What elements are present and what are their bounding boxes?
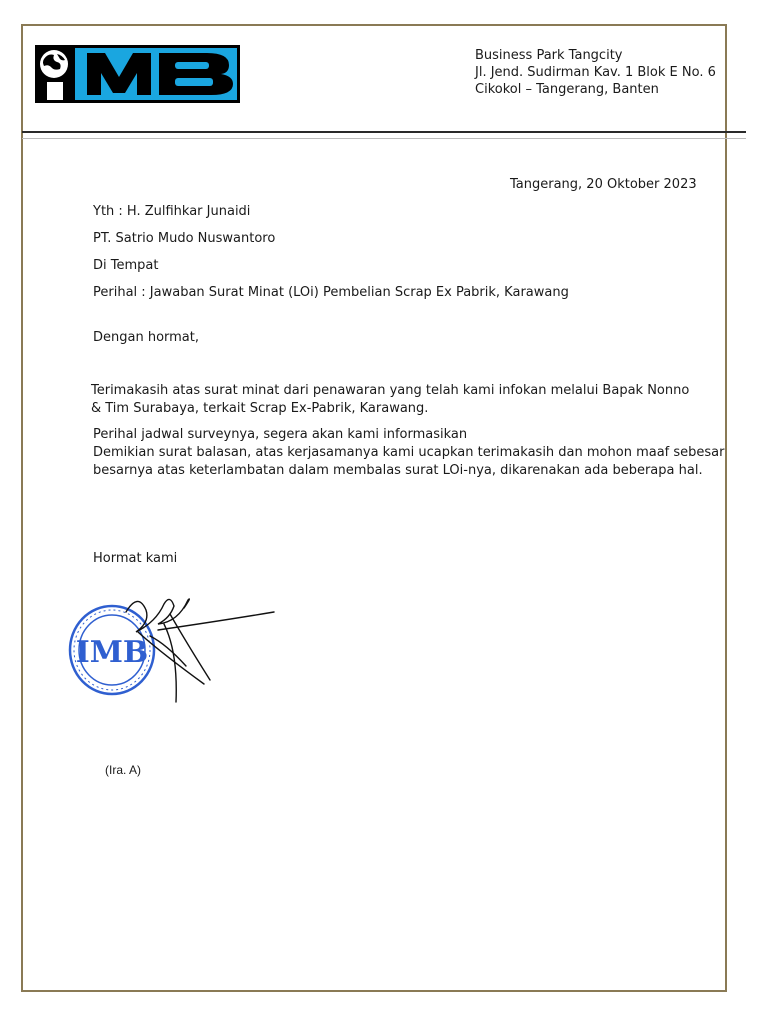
body-paragraph-2	[93, 426, 724, 480]
address-line: Business Park Tangcity	[475, 48, 623, 63]
header-divider	[22, 131, 746, 133]
body-line: Terimakasih atas surat minat dari penawaran yang telah kami infokan melalui Bapak Nonno	[91, 383, 690, 398]
recipient-location: Di Tempat	[93, 258, 159, 273]
body-paragraph-1	[91, 382, 689, 418]
page-border	[21, 24, 727, 992]
body-line: Perihal jadwal surveynya, segera akan kami informasikan	[93, 427, 468, 442]
company-address	[475, 47, 716, 98]
recipient-company: PT. Satrio Mudo Nuswantoro	[93, 231, 276, 246]
svg-text:IMB: IMB	[75, 635, 149, 670]
body-line: & Tim Surabaya, terkait Scrap Ex-Pabrik, Karawang.	[91, 401, 429, 416]
signer-name: (Ira. A)	[105, 763, 142, 777]
company-logo	[35, 45, 240, 107]
letter-subject: Perihal : Jawaban Surat Minat (LOi) Pembelian Scrap Ex Pabrik, Karawang	[93, 285, 569, 300]
salutation: Dengan hormat,	[93, 330, 200, 345]
place-date: Tangerang, 20 Oktober 2023	[510, 177, 697, 192]
header-divider-secondary	[22, 138, 746, 139]
closing: Hormat kami	[93, 551, 178, 566]
address-line: Cikokol – Tangerang, Banten	[475, 82, 659, 97]
body-line: besarnya atas keterlambatan dalam membalas surat LOi-nya, dikarenakan ada beberapa hal.	[93, 463, 703, 478]
recipient-name: Yth : H. Zulfihkar Junaidi	[93, 204, 251, 219]
company-stamp-with-signature	[66, 592, 281, 736]
address-line: Jl. Jend. Sudirman Kav. 1 Blok E No. 6	[475, 65, 716, 80]
body-line: Demikian surat balasan, atas kerjasamanya kami ucapkan terimakasih dan mohon maaf sebesar	[93, 445, 725, 460]
